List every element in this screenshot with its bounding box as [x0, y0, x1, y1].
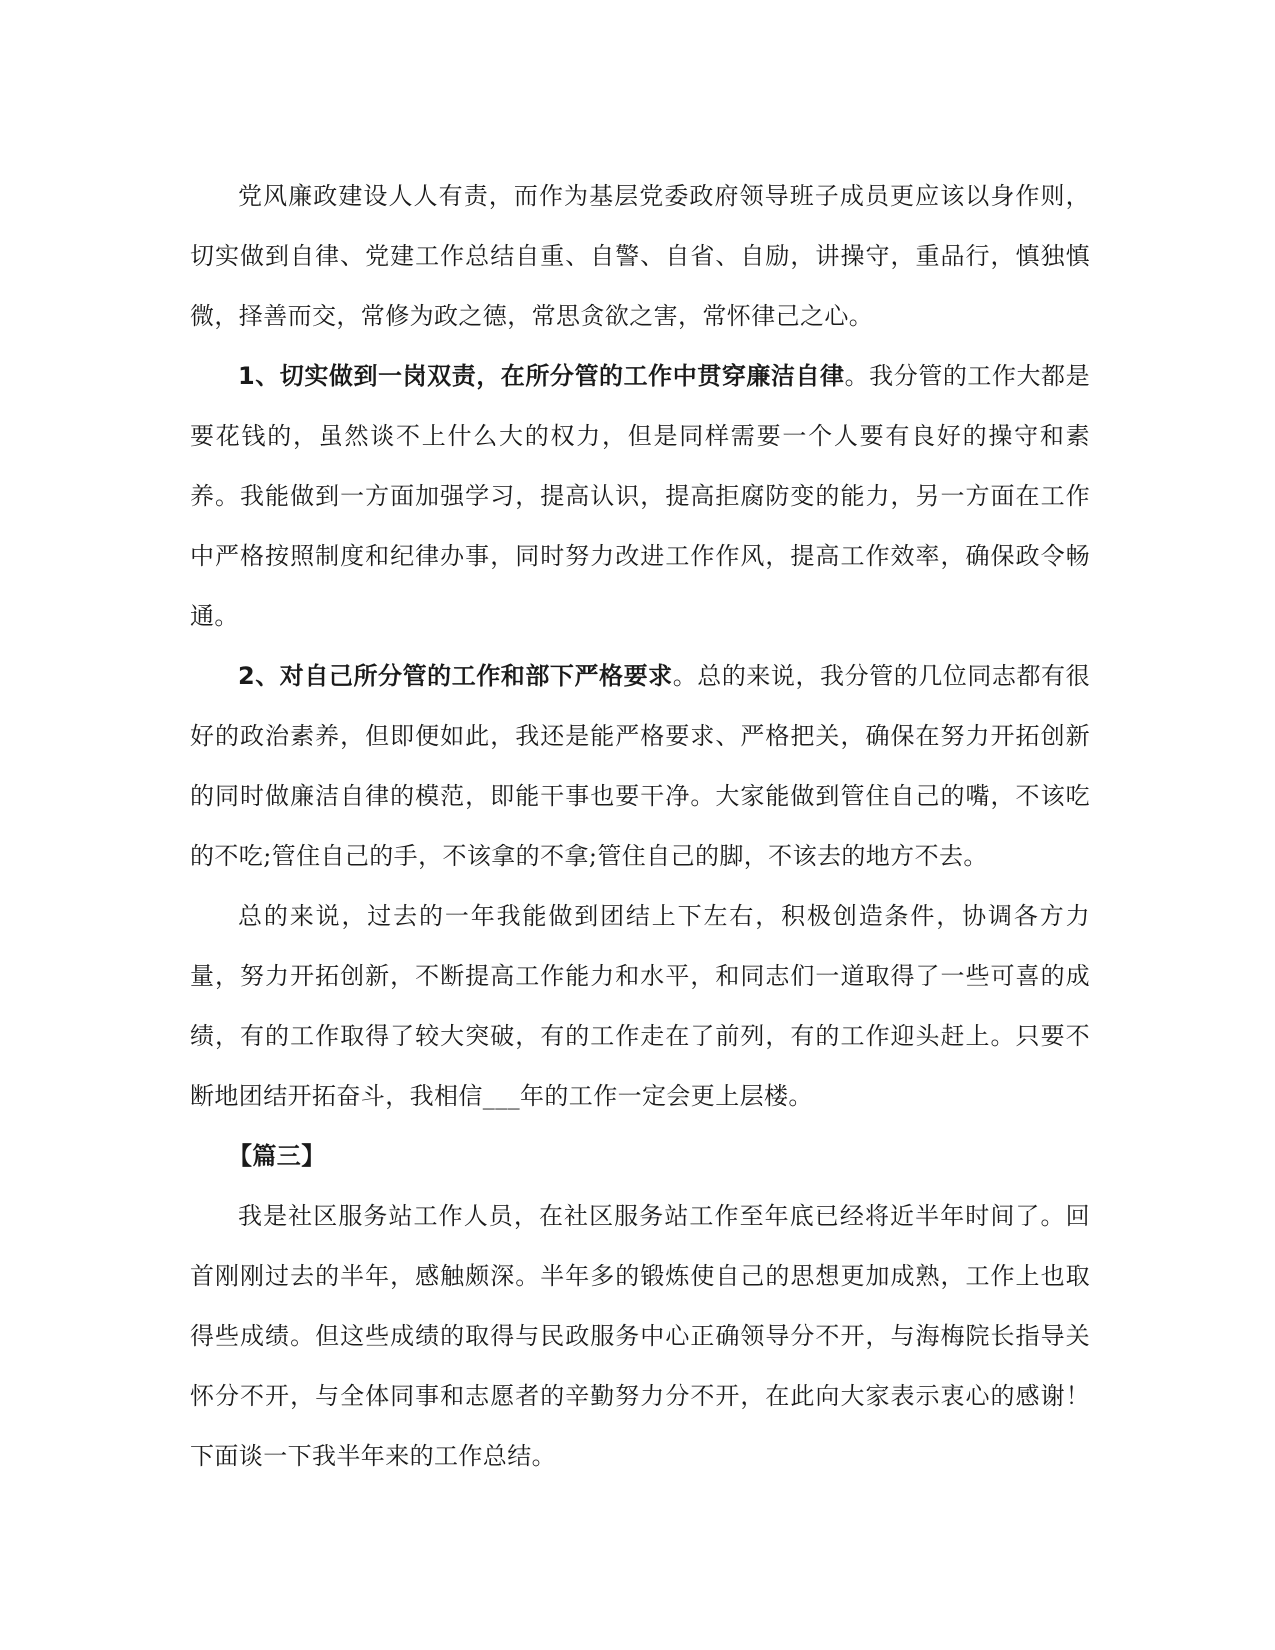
paragraph-point-1 — [190, 346, 1090, 646]
paragraph-point-2-text: 。总的来说，我分管的几位同志都有很好的政治素养，但即便如此，我还是能严格要求、严格把关，确保在努力开拓创新的同时做廉洁自律的模范，即能干事也要干净。大家能做到管住自己的嘴，不该吃的不吃;管住自己的手，不该拿的不拿;管住自己的脚，不该去的地方不去。 — [190, 662, 1090, 870]
paragraph-summary-text: 总的来说，过去的一年我能做到团结上下左右，积极创造条件，协调各方力量，努力开拓创新，不断提高工作能力和水平，和同志们一道取得了一些可喜的成绩，有的工作取得了较大突破，有的工作走在了前列，有的工作迎头赶上。只要不断地团结开拓奋斗，我相信___年的工作一定会更上层楼。 — [190, 902, 1090, 1110]
section-heading — [190, 1126, 1090, 1186]
document-body — [190, 166, 1090, 1486]
paragraph-section-3-intro — [190, 1186, 1090, 1486]
paragraph-summary — [190, 886, 1090, 1126]
paragraph-point-2-lead: 2、对自己所分管的工作和部下严格要求 — [238, 662, 673, 690]
paragraph-point-1-text: 。我分管的工作大都是要花钱的，虽然谈不上什么大的权力，但是同样需要一个人要有良好的操守和素养。我能做到一方面加强学习，提高认识，提高拒腐防变的能力，另一方面在工作中严格按照制度和纪律办事，同时努力改进工作作风，提高工作效率，确保政令畅通。 — [190, 362, 1090, 630]
paragraph-point-2 — [190, 646, 1090, 886]
paragraph-point-1-lead: 1、切实做到一岗双责，在所分管的工作中贯穿廉洁自律 — [238, 362, 845, 390]
paragraph-intro-text: 党风廉政建设人人有责，而作为基层党委政府领导班子成员更应该以身作则，切实做到自律、党建工作总结自重、自警、自省、自励，讲操守，重品行，慎独慎微，择善而交，常修为政之德，常思贪欲之害，常怀律己之心。 — [190, 182, 1090, 330]
section-heading-text: 【篇三】 — [228, 1142, 326, 1170]
paragraph-intro — [190, 166, 1090, 346]
paragraph-section-3-intro-text: 我是社区服务站工作人员，在社区服务站工作至年底已经将近半年时间了。回首刚刚过去的半年，感触颇深。半年多的锻炼使自己的思想更加成熟，工作上也取得些成绩。但这些成绩的取得与民政服务中心正确领导分不开，与海梅院长指导关怀分不开，与全体同事和志愿者的辛勤努力分不开，在此向大家表示衷心的感谢！下面谈一下我半年来的工作总结。 — [190, 1202, 1090, 1470]
